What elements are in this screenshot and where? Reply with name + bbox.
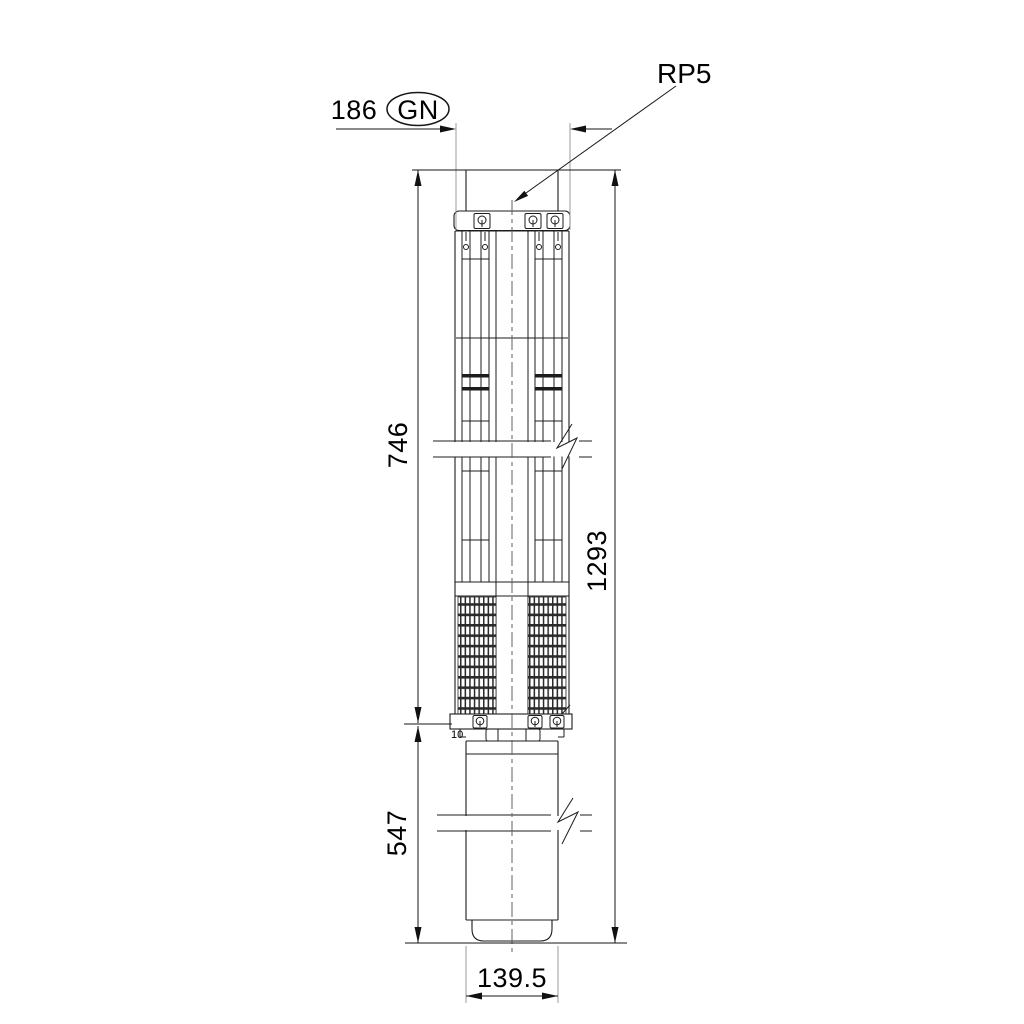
dimension-bottom-width [466, 946, 558, 1003]
dim-label-overall-length: 1293 [582, 529, 612, 593]
break-symbol-lower [437, 798, 592, 844]
rp5-label: RP5 [657, 58, 712, 89]
gn-badge [387, 93, 449, 126]
dimension-motor-length [382, 726, 422, 943]
gn-badge-label: GN [397, 95, 439, 125]
rp5-leader-arrow [514, 191, 528, 202]
dim-label-bottom-width: 139.5 [476, 963, 548, 993]
detail-note-label: 10 [451, 729, 464, 741]
cap-screw [547, 214, 563, 229]
rp5-leader-line [519, 86, 676, 198]
dim-label-upper-length: 746 [383, 421, 413, 469]
flange-screw [528, 716, 542, 729]
cap-screw [525, 214, 541, 229]
cap-screw [474, 214, 490, 229]
dim-label-top-width: 186 [330, 95, 378, 125]
flange-screw [550, 716, 564, 729]
flange-screw [473, 716, 487, 729]
dim-label-motor-length: 547 [382, 809, 412, 857]
dimension-upper-length [383, 170, 422, 723]
